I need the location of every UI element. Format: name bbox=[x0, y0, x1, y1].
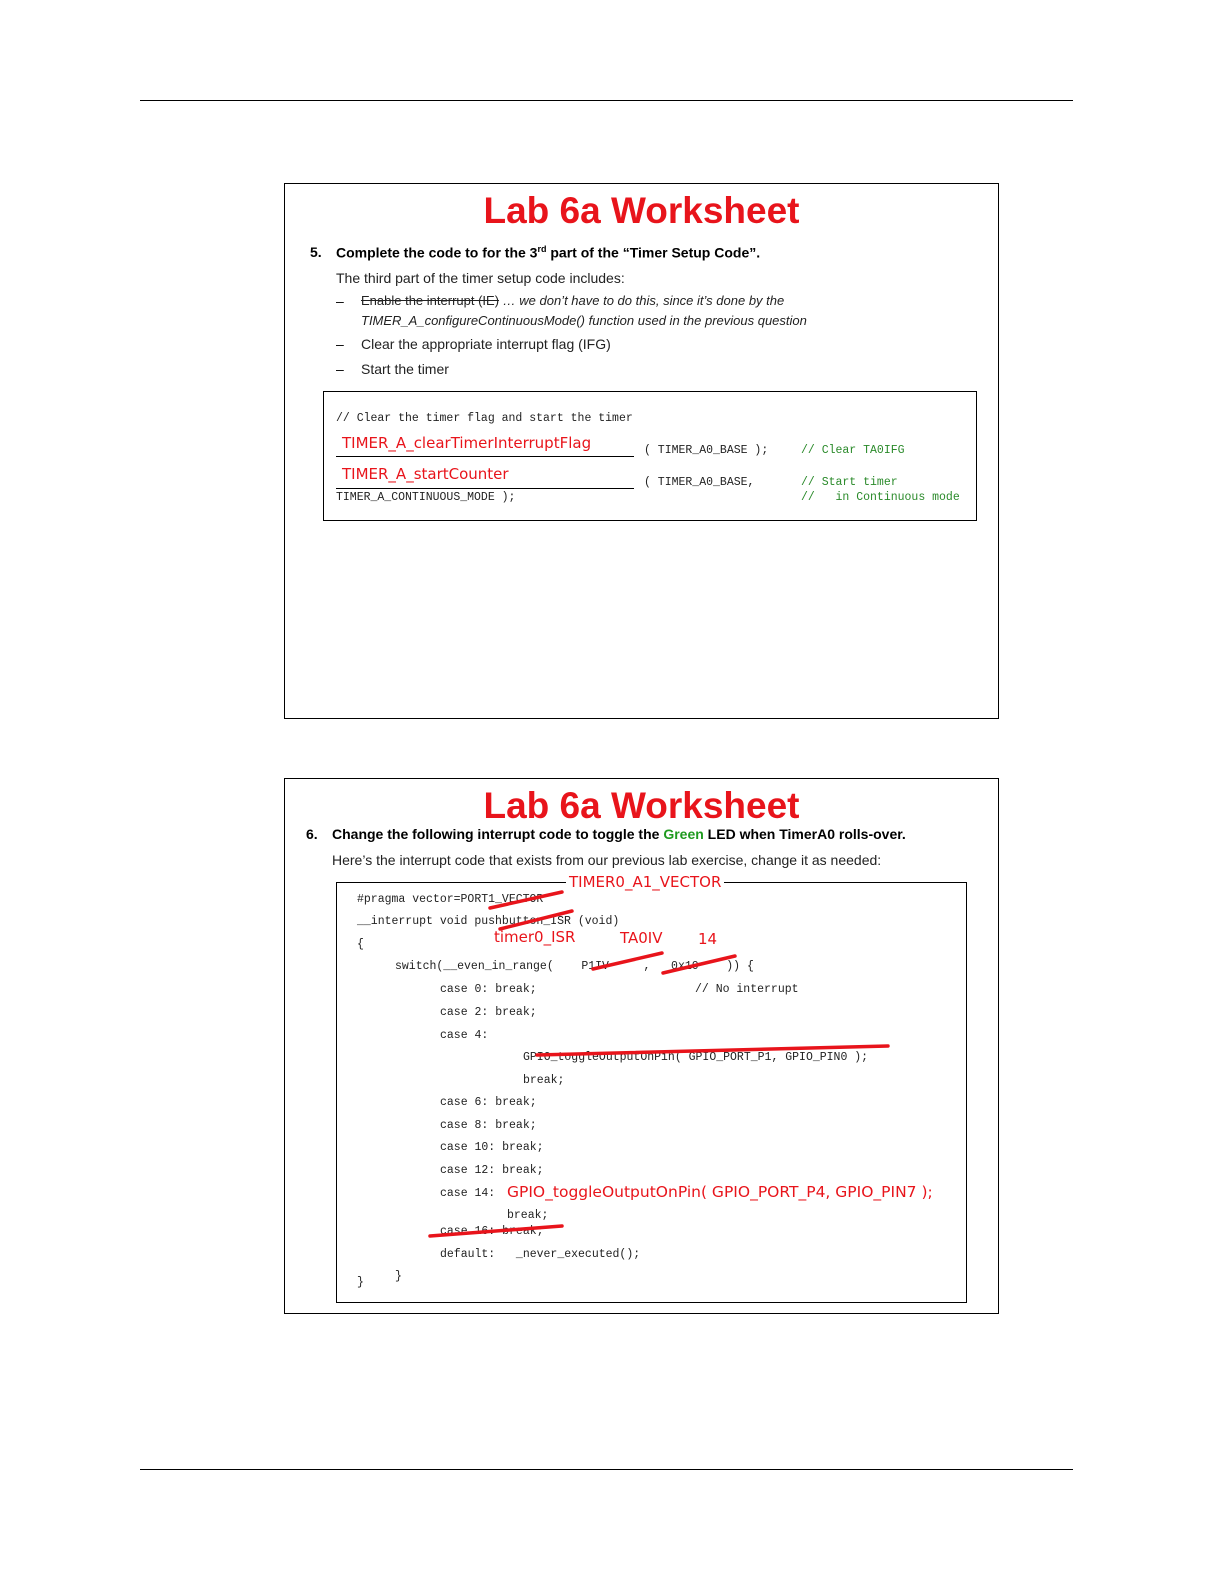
code-case14: case 14: bbox=[440, 1187, 496, 1200]
code-toggle-old: GPIO_toggleOutputOnPin( GPIO_PORT_P1, GPIO_PIN0 ); bbox=[523, 1051, 869, 1064]
code-line-3: TIMER_A_CONTINUOUS_MODE ); bbox=[336, 491, 516, 504]
code-case10: case 10: break; bbox=[440, 1141, 544, 1154]
annotation-isr: timer0_ISR bbox=[494, 928, 576, 946]
question-text-pre: Complete the code to for the 3 bbox=[336, 244, 538, 261]
code-case4: case 4: bbox=[440, 1029, 489, 1042]
code-case16: case 16: break; bbox=[440, 1225, 544, 1238]
question-number: 6. bbox=[306, 826, 318, 842]
code-comment: // Clear the timer flag and start the timer bbox=[336, 412, 633, 425]
code-args-1: ( TIMER_A0_BASE ); bbox=[644, 444, 769, 457]
code-switch: switch(__even_in_range( P1IV , 0x10 )) { bbox=[395, 960, 754, 973]
italic-note-line2: TIMER_A_configureContinuousMode() function used in the previous question bbox=[361, 313, 807, 328]
blank-line-1 bbox=[336, 456, 634, 457]
blank-line-2 bbox=[336, 488, 634, 489]
bullet-enable-interrupt bbox=[361, 293, 784, 308]
annotation-toggle-new: GPIO_toggleOutputOnPin( GPIO_PORT_P4, GPIO_PIN7 ); bbox=[507, 1183, 933, 1201]
code-comment-1: // Clear TA0IFG bbox=[801, 444, 905, 457]
question-text-sup: rd bbox=[537, 244, 547, 254]
question-text-post: LED when TimerA0 rolls-over. bbox=[703, 826, 906, 842]
annotation-vector: TIMER0_A1_VECTOR bbox=[566, 873, 724, 891]
slide-title: Lab 6a Worksheet bbox=[483, 190, 800, 231]
intro-text: Here’s the interrupt code that exists from our previous lab exercise, change it as needed: bbox=[332, 852, 882, 868]
annotation-iv: TA0IV bbox=[620, 929, 663, 947]
code-pragma: #pragma vector=PORT1_VECTOR bbox=[357, 893, 544, 906]
code-case0-comment: // No interrupt bbox=[695, 983, 799, 996]
bullet-start-timer: Start the timer bbox=[361, 361, 449, 377]
code-args-2: ( TIMER_A0_BASE, bbox=[644, 476, 755, 489]
code-case12: case 12: break; bbox=[440, 1164, 544, 1177]
code-comment-2: // Start timer bbox=[801, 476, 898, 489]
bullet-dash: – bbox=[336, 361, 344, 377]
footer-rule bbox=[140, 1469, 1073, 1470]
bullet-dash: – bbox=[336, 336, 344, 352]
code-case6: case 6: break; bbox=[440, 1096, 537, 1109]
code-box bbox=[336, 873, 967, 1303]
question-text bbox=[336, 244, 760, 261]
header-rule bbox=[140, 100, 1073, 101]
annotation-range: 14 bbox=[698, 930, 718, 948]
code-brace-open: { bbox=[357, 938, 364, 951]
code-interrupt: __interrupt void pushbutton_ISR (void) bbox=[357, 915, 620, 928]
slide-title: Lab 6a Worksheet bbox=[483, 785, 800, 826]
code-break14: break; bbox=[507, 1209, 549, 1222]
question-text bbox=[332, 826, 906, 842]
code-default: default: _never_executed(); bbox=[440, 1248, 641, 1261]
question-number: 5. bbox=[310, 244, 322, 260]
code-case0: case 0: break; bbox=[440, 983, 537, 996]
slide-lab6a-q5 bbox=[284, 183, 999, 719]
code-case2: case 2: break; bbox=[440, 1006, 537, 1019]
italic-note: … we don’t have to do this, since it’s done by the bbox=[499, 293, 785, 308]
code-brace-close: } bbox=[357, 1276, 364, 1289]
answer-start-counter: TIMER_A_startCounter bbox=[342, 465, 509, 483]
green-word: Green bbox=[663, 826, 704, 842]
intro-text: The third part of the timer setup code includes: bbox=[336, 270, 625, 286]
code-brace-inner: } bbox=[395, 1270, 402, 1283]
struck-text: Enable the interrupt (IE) bbox=[361, 293, 500, 308]
code-comment-3: // in Continuous mode bbox=[801, 491, 960, 504]
question-text-pre: Change the following interrupt code to toggle the bbox=[332, 826, 664, 842]
bullet-clear-flag: Clear the appropriate interrupt flag (IFG) bbox=[361, 336, 611, 352]
code-box bbox=[323, 391, 977, 521]
code-break4: break; bbox=[523, 1074, 565, 1087]
answer-clear-flag: TIMER_A_clearTimerInterruptFlag bbox=[342, 434, 592, 452]
code-case8: case 8: break; bbox=[440, 1119, 537, 1132]
slide-lab6a-q6 bbox=[284, 778, 999, 1314]
bullet-dash: – bbox=[336, 293, 344, 309]
question-text-post: part of the “Timer Setup Code”. bbox=[546, 244, 761, 261]
